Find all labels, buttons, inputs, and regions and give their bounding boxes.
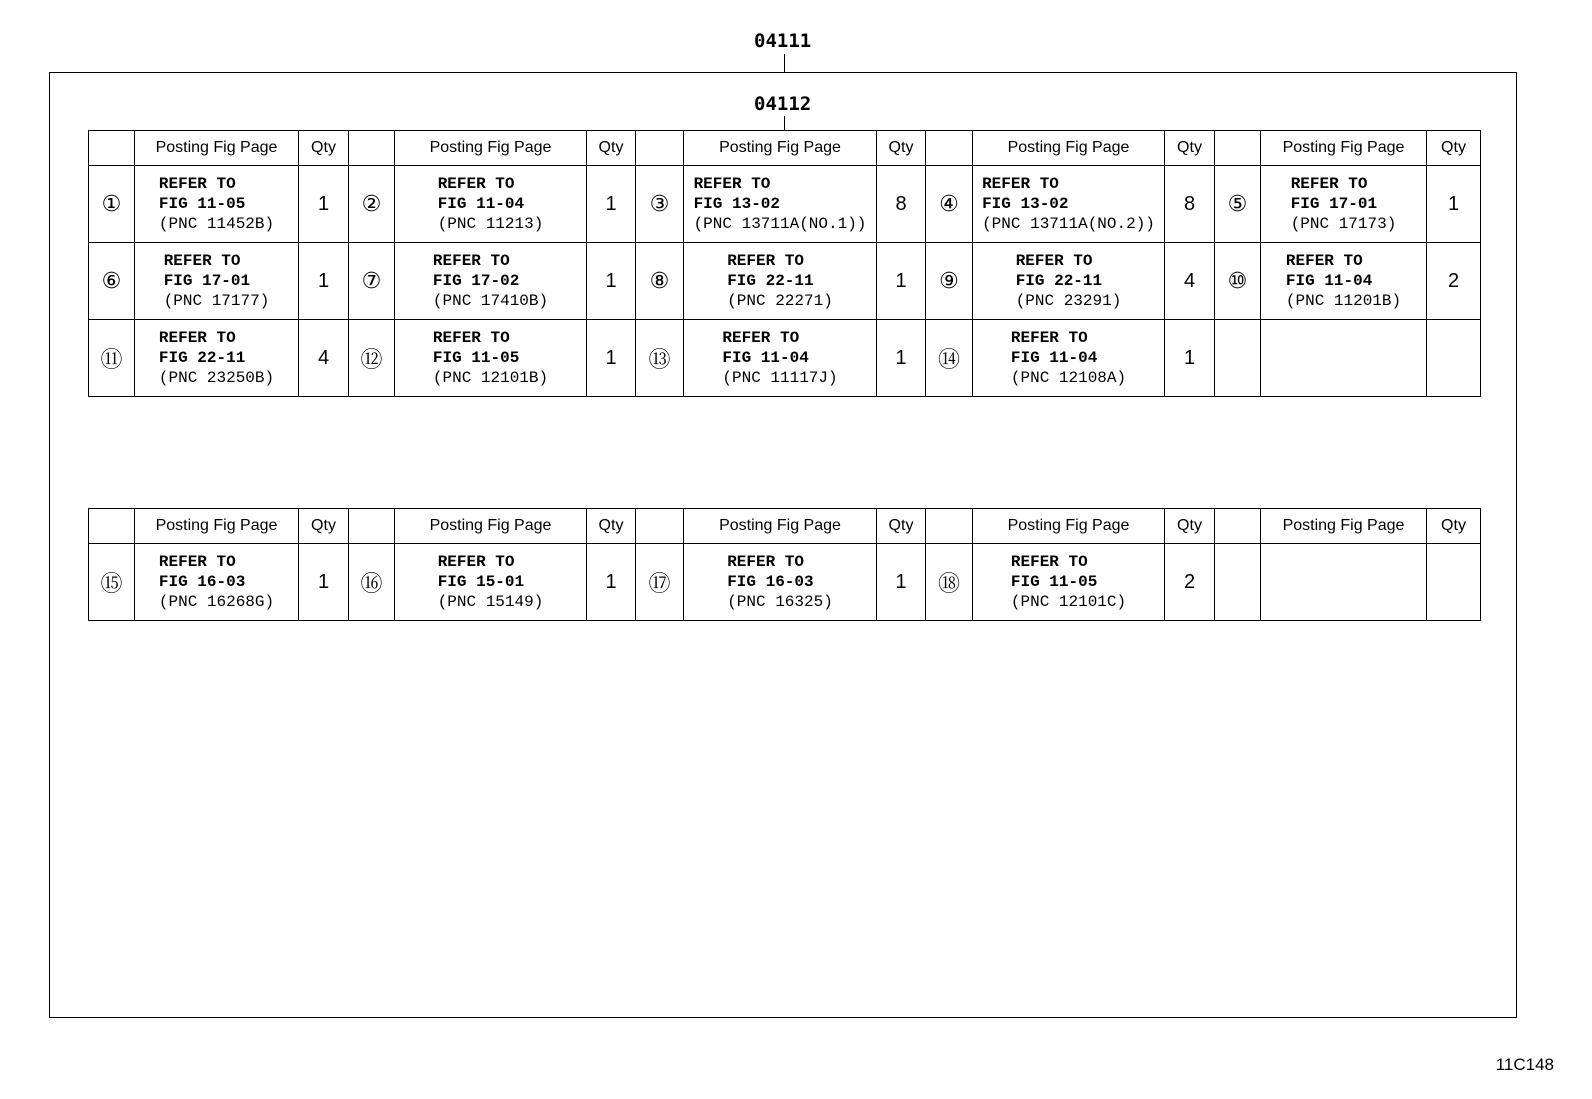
quantity-cell: 8 <box>1165 166 1215 243</box>
fig-reference <box>1286 251 1401 311</box>
refer-to-text: REFER TO <box>163 252 241 270</box>
item-number-mark: ④ <box>926 166 973 243</box>
header-blank-cell <box>1215 131 1261 166</box>
item-number-mark: ⑨ <box>926 243 973 320</box>
table-row <box>89 243 1481 320</box>
header-qty: Qty <box>1165 509 1215 544</box>
fig-reference <box>433 251 548 311</box>
item-number-mark: ⑬ <box>636 320 684 397</box>
fig-reference <box>438 174 544 234</box>
quantity-cell: 4 <box>299 320 349 397</box>
fig-number: FIG 11-04 <box>722 349 809 367</box>
fig-reference <box>727 251 833 311</box>
header-blank-cell <box>926 131 973 166</box>
refer-to-text: REFER TO <box>727 553 804 571</box>
item-number-mark: ① <box>89 166 135 243</box>
fig-reference-cell <box>684 166 877 243</box>
pnc-number: (PNC 17410B) <box>432 292 549 310</box>
fig-number: FIG 16-03 <box>727 573 814 591</box>
callout-leader-line <box>784 54 785 72</box>
fig-reference-cell <box>973 243 1165 320</box>
item-number-mark: ⑮ <box>89 544 135 621</box>
fig-reference <box>433 328 548 388</box>
header-blank-cell <box>89 131 135 166</box>
header-posting-fig-page: Posting Fig Page <box>684 509 877 544</box>
fig-reference-cell <box>684 544 877 621</box>
fig-reference-cell <box>1261 544 1427 621</box>
fig-reference-cell <box>684 243 877 320</box>
fig-reference-cell <box>973 166 1165 243</box>
pnc-number: (PNC 11117J) <box>722 369 838 387</box>
fig-number: FIG 11-05 <box>158 195 246 213</box>
table-row <box>89 544 1481 621</box>
refer-to-text: REFER TO <box>1010 329 1088 347</box>
quantity-cell: 1 <box>587 166 636 243</box>
assembly-callout-04111: 04111 <box>754 30 812 52</box>
fig-reference-cell <box>395 166 587 243</box>
fig-reference <box>164 251 270 311</box>
quantity-cell: 4 <box>1165 243 1215 320</box>
fig-number: FIG 11-04 <box>1285 272 1373 290</box>
pnc-number: (PNC 13711A(NO.2)) <box>982 215 1155 233</box>
refer-to-text: REFER TO <box>158 553 236 571</box>
fig-reference <box>1011 328 1126 388</box>
header-qty: Qty <box>299 509 349 544</box>
figure-code: 11C148 <box>1495 1055 1554 1074</box>
fig-reference-cell <box>395 544 587 621</box>
fig-reference-cell <box>973 320 1165 397</box>
fig-reference <box>1016 251 1122 311</box>
fig-number: FIG 17-01 <box>1290 195 1378 213</box>
refer-to-text: REFER TO <box>727 252 804 270</box>
quantity-cell: 1 <box>587 243 636 320</box>
fig-number: FIG 22-11 <box>727 272 814 290</box>
fig-reference <box>159 328 274 388</box>
header-qty: Qty <box>1427 509 1481 544</box>
item-number-mark: ③ <box>636 166 684 243</box>
quantity-cell: 1 <box>587 320 636 397</box>
refer-to-text: REFER TO <box>432 329 510 347</box>
item-number-mark: ⑥ <box>89 243 135 320</box>
pnc-number: (PNC 17177) <box>163 292 270 310</box>
fig-reference <box>982 174 1155 234</box>
pnc-number: (PNC 16268G) <box>158 593 275 611</box>
refer-to-text: REFER TO <box>722 329 800 347</box>
fig-reference-cell <box>973 544 1165 621</box>
pnc-number: (PNC 12101C) <box>1010 593 1127 611</box>
quantity-cell: 8 <box>877 166 926 243</box>
fig-number: FIG 11-05 <box>1010 573 1098 591</box>
quantity-cell: 1 <box>1427 166 1481 243</box>
table-row <box>89 320 1481 397</box>
quantity-cell: 1 <box>877 243 926 320</box>
header-qty: Qty <box>1427 131 1481 166</box>
header-blank-cell <box>1215 509 1261 544</box>
fig-reference <box>722 328 837 388</box>
refer-to-text: REFER TO <box>432 252 510 270</box>
fig-number: FIG 22-11 <box>1015 272 1103 290</box>
header-qty: Qty <box>1165 131 1215 166</box>
refer-to-text: REFER TO <box>693 175 771 193</box>
quantity-cell: 1 <box>299 544 349 621</box>
header-posting-fig-page: Posting Fig Page <box>135 509 299 544</box>
pnc-number: (PNC 12108A) <box>1010 369 1127 387</box>
quantity-cell: 1 <box>877 320 926 397</box>
item-number-mark: ⑧ <box>636 243 684 320</box>
item-number-mark: ⑱ <box>926 544 973 621</box>
fig-reference-cell <box>135 243 299 320</box>
item-number-mark: ⑤ <box>1215 166 1261 243</box>
table-header-row <box>89 509 1481 544</box>
pnc-number: (PNC 17173) <box>1290 215 1397 233</box>
pnc-number: (PNC 23250B) <box>158 369 275 387</box>
quantity-cell: 1 <box>299 243 349 320</box>
header-blank-cell <box>349 131 395 166</box>
header-blank-cell <box>89 509 135 544</box>
fig-reference <box>1291 174 1397 234</box>
item-number-mark: ⑯ <box>349 544 395 621</box>
quantity-cell <box>1427 320 1481 397</box>
fig-number: FIG 17-01 <box>163 272 251 290</box>
fig-number: FIG 11-04 <box>437 195 525 213</box>
fig-reference-cell <box>395 243 587 320</box>
refer-to-text: REFER TO <box>982 175 1059 193</box>
fig-reference <box>159 552 274 612</box>
fig-reference-cell <box>684 320 877 397</box>
header-posting-fig-page: Posting Fig Page <box>973 509 1165 544</box>
refer-to-text: REFER TO <box>1015 252 1093 270</box>
pnc-number: (PNC 11201B) <box>1285 292 1402 310</box>
fig-number: FIG 22-11 <box>158 349 246 367</box>
assembly-callout-04112: 04112 <box>754 93 812 115</box>
item-number-mark: ⑫ <box>349 320 395 397</box>
pnc-number: (PNC 13711A(NO.1)) <box>693 215 867 233</box>
quantity-cell: 2 <box>1427 243 1481 320</box>
quantity-cell: 1 <box>1165 320 1215 397</box>
fig-number: FIG 13-02 <box>982 195 1069 213</box>
header-posting-fig-page: Posting Fig Page <box>1261 131 1427 166</box>
pnc-number: (PNC 15149) <box>437 593 544 611</box>
pnc-number: (PNC 23291) <box>1015 292 1122 310</box>
fig-reference <box>159 174 274 234</box>
parts-reference-table-2 <box>88 508 1481 621</box>
header-posting-fig-page: Posting Fig Page <box>973 131 1165 166</box>
header-qty: Qty <box>877 131 926 166</box>
refer-to-text: REFER TO <box>1285 252 1363 270</box>
pnc-number: (PNC 11452B) <box>158 215 275 233</box>
header-blank-cell <box>926 509 973 544</box>
fig-reference-cell <box>1261 320 1427 397</box>
table-row <box>89 166 1481 243</box>
quantity-cell <box>1427 544 1481 621</box>
refer-to-text: REFER TO <box>158 329 236 347</box>
callout-leader-line <box>784 116 785 130</box>
quantity-cell: 1 <box>877 544 926 621</box>
table-header-row <box>89 131 1481 166</box>
item-number-mark <box>1215 320 1261 397</box>
refer-to-text: REFER TO <box>158 175 236 193</box>
quantity-cell: 1 <box>587 544 636 621</box>
item-number-mark: ⑰ <box>636 544 684 621</box>
fig-number: FIG 13-02 <box>693 195 780 213</box>
header-posting-fig-page: Posting Fig Page <box>395 509 587 544</box>
fig-number: FIG 16-03 <box>158 573 246 591</box>
header-posting-fig-page: Posting Fig Page <box>395 131 587 166</box>
refer-to-text: REFER TO <box>437 175 515 193</box>
fig-reference-cell <box>135 166 299 243</box>
fig-reference <box>1011 552 1126 612</box>
fig-reference-cell <box>135 544 299 621</box>
parts-reference-table-1 <box>88 130 1481 397</box>
pnc-number: (PNC 16325) <box>727 593 833 611</box>
fig-number: FIG 11-04 <box>1010 349 1098 367</box>
header-qty: Qty <box>587 509 636 544</box>
fig-reference-cell <box>395 320 587 397</box>
header-posting-fig-page: Posting Fig Page <box>684 131 877 166</box>
item-number-mark: ② <box>349 166 395 243</box>
header-blank-cell <box>636 509 684 544</box>
header-qty: Qty <box>299 131 349 166</box>
fig-reference-cell <box>135 320 299 397</box>
header-qty: Qty <box>877 509 926 544</box>
header-blank-cell <box>349 509 395 544</box>
refer-to-text: REFER TO <box>1010 553 1088 571</box>
item-number-mark: ⑪ <box>89 320 135 397</box>
fig-reference <box>438 552 544 612</box>
fig-number: FIG 11-05 <box>432 349 520 367</box>
quantity-cell: 1 <box>299 166 349 243</box>
item-number-mark: ⑭ <box>926 320 973 397</box>
header-posting-fig-page: Posting Fig Page <box>1261 509 1427 544</box>
item-number-mark: ⑦ <box>349 243 395 320</box>
pnc-number: (PNC 11213) <box>437 215 544 233</box>
header-qty: Qty <box>587 131 636 166</box>
quantity-cell: 2 <box>1165 544 1215 621</box>
refer-to-text: REFER TO <box>1290 175 1368 193</box>
item-number-mark <box>1215 544 1261 621</box>
header-posting-fig-page: Posting Fig Page <box>135 131 299 166</box>
fig-number: FIG 15-01 <box>437 573 525 591</box>
fig-reference-cell <box>1261 243 1427 320</box>
pnc-number: (PNC 12101B) <box>432 369 549 387</box>
item-number-mark: ⑩ <box>1215 243 1261 320</box>
pnc-number: (PNC 22271) <box>727 292 833 310</box>
header-blank-cell <box>636 131 684 166</box>
fig-reference-cell <box>1261 166 1427 243</box>
fig-reference <box>727 552 833 612</box>
refer-to-text: REFER TO <box>437 553 515 571</box>
fig-reference <box>694 174 867 234</box>
fig-number: FIG 17-02 <box>432 272 520 290</box>
